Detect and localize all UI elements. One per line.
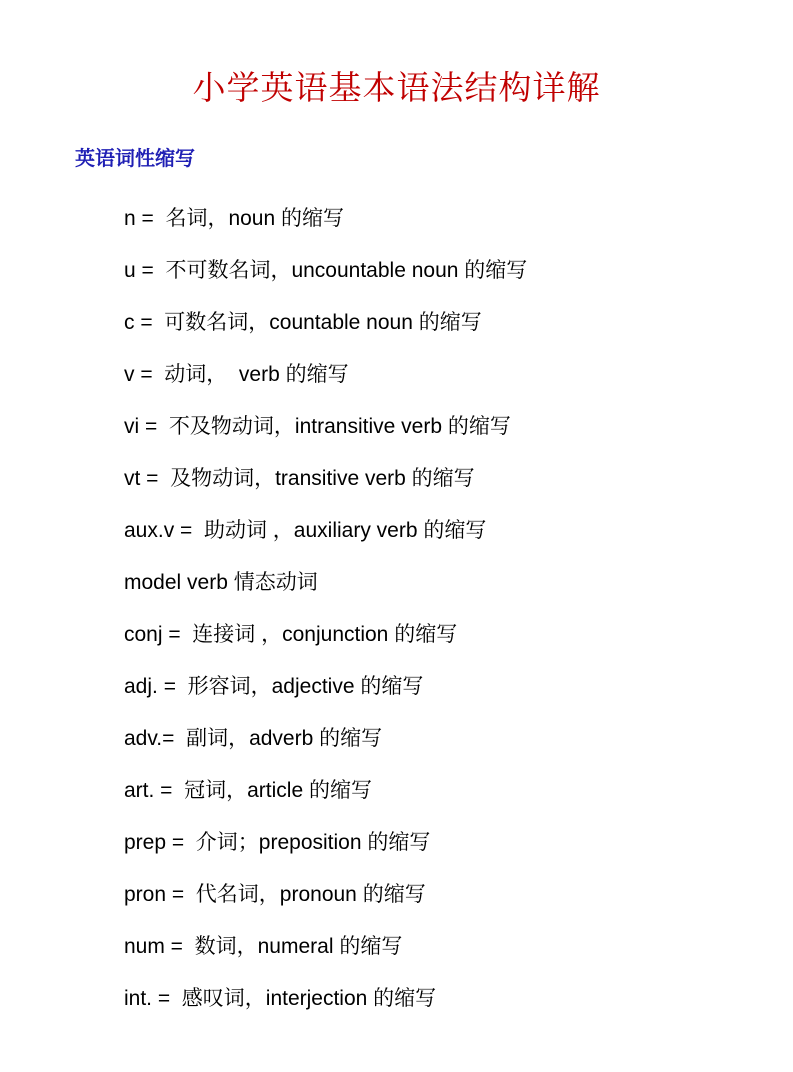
- abbreviation-item-preposition: prep = 介词；preposition 的缩写: [124, 831, 431, 854]
- abbreviation-item-numeral: num = 数词，numeral 的缩写: [124, 935, 403, 958]
- abbreviation-item-interjection: int. = 感叹词，interjection 的缩写: [124, 987, 437, 1010]
- abbreviation-item-conjunction: conj = 连接词 ，conjunction 的缩写: [124, 623, 458, 646]
- page-title: 小学英语基本语法结构详解: [192, 68, 601, 107]
- abbreviation-item-auxiliary-verb: aux.v = 助动词 ，auxiliary verb 的缩写: [124, 519, 487, 542]
- abbreviation-item-countable-noun: c = 可数名词，countable noun 的缩写: [124, 311, 482, 334]
- abbreviation-item-uncountable-noun: u = 不可数名词，uncountable noun 的缩写: [124, 259, 528, 282]
- abbreviation-item-adjective: adj. = 形容词，adjective 的缩写: [124, 675, 424, 698]
- abbreviation-item-modal-verb: model verb 情态动词: [124, 571, 318, 594]
- abbreviation-item-adverb: adv.= 副词，adverb 的缩写: [124, 727, 383, 750]
- abbreviation-item-noun: n = 名词，noun 的缩写: [124, 207, 344, 230]
- section-heading: 英语词性缩写: [75, 146, 195, 170]
- abbreviation-item-transitive-verb: vt = 及物动词，transitive verb 的缩写: [124, 467, 475, 490]
- abbreviation-item-pronoun: pron = 代名词，pronoun 的缩写: [124, 883, 426, 906]
- abbreviation-item-intransitive-verb: vi = 不及物动词，intransitive verb 的缩写: [124, 415, 511, 438]
- abbreviation-item-verb: v = 动词， verb 的缩写: [124, 363, 349, 386]
- abbreviation-item-article: art. = 冠词，article 的缩写: [124, 779, 372, 802]
- abbreviation-list: [124, 198, 527, 1030]
